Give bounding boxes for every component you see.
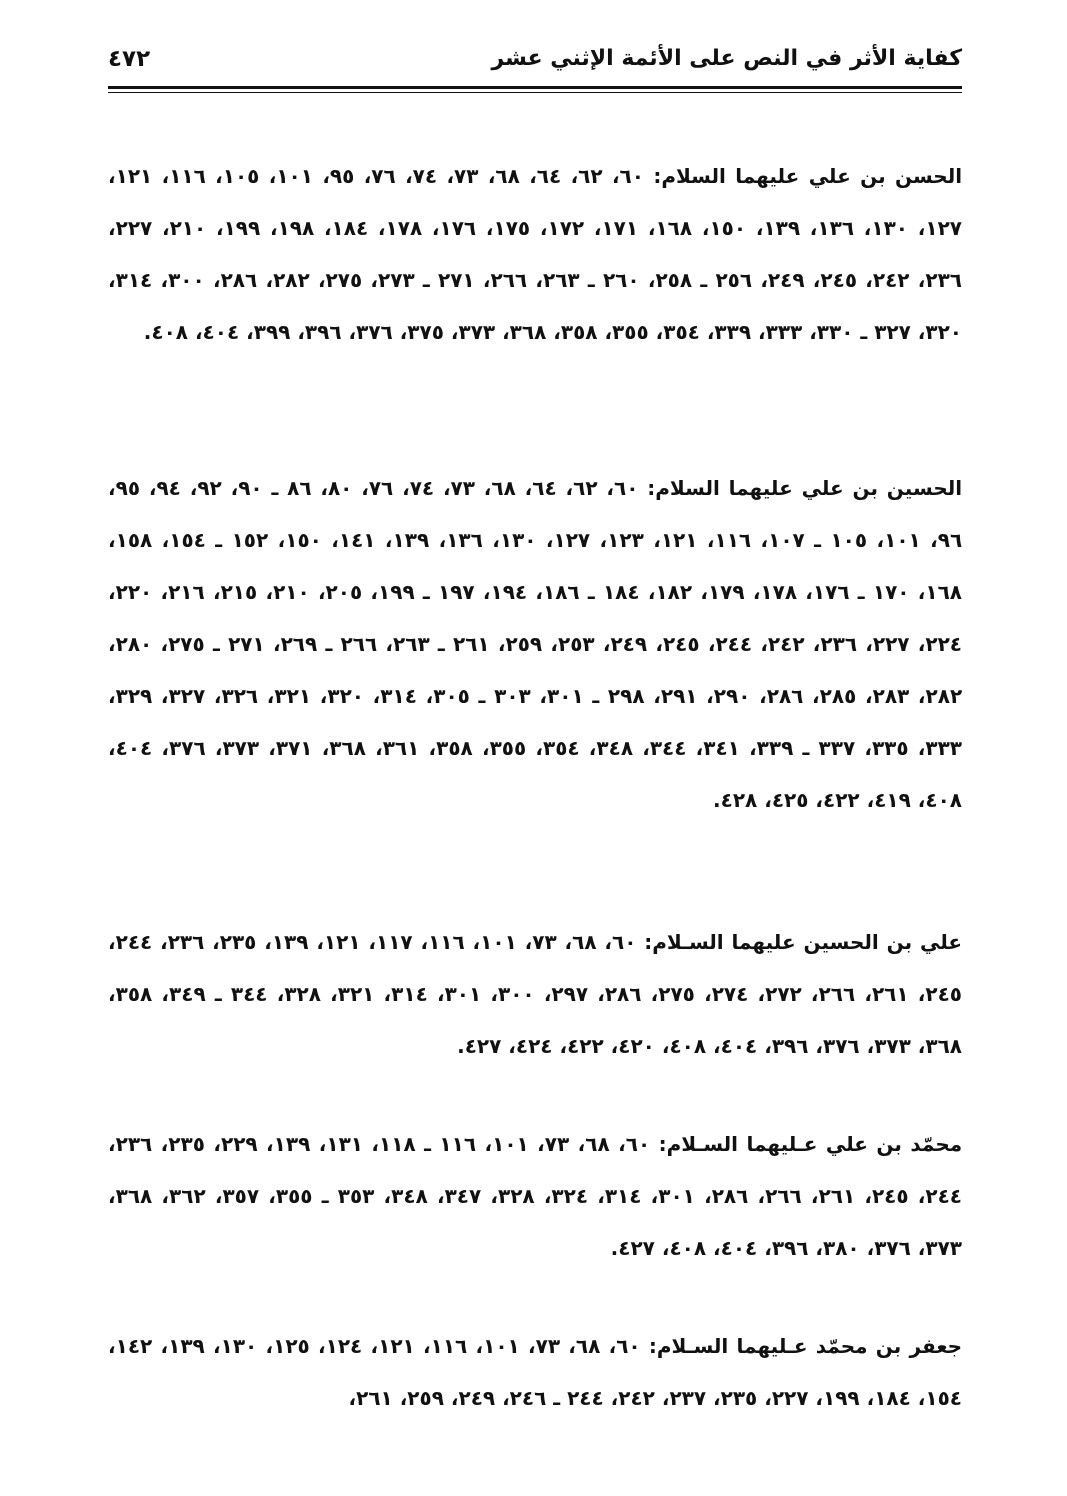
page-number: ٤٧٢ bbox=[108, 46, 151, 72]
entry-pages: ٦٠، ٦٨، ٧٣، ١٠١، ١١٦، ١٢١، ١٢٤، ١٢٥، ١٣٠، ١٣٩، ١٤٢، ١٥٤، ١٨٤، ١٩٩، ٢٢٧، ٢٣٥، ٢٣٧، ٢٤٢، ٢٤٤ ـ ٢٤٦، ٢٤٩، ٢٥٩، ٢٦١، bbox=[108, 1334, 962, 1410]
running-head bbox=[108, 42, 962, 86]
entry-pages: ٦٠، ٦٨، ٧٣، ١٠١، ١١٦ ـ ١١٨، ١٣١، ١٣٩، ٢٢٩، ٢٣٥، ٢٣٦، ٢٤٤، ٢٤٥، ٢٦١، ٢٦٦، ٢٨٦، ٣٠١، ٣١٤، ٣٢٤، ٣٢٨، ٣٤٧، ٣٤٨، ٣٥٣ ـ ٣٥٥، ٣٥٧، ٣٦٢، ٣٦٨، ٣٧٣، ٣٧٦، ٣٨٠، ٣٩٦، ٤٠٤، ٤٠٨، ٤٢٧. bbox=[108, 1132, 962, 1260]
entry-pages: ٦٠، ٦٢، ٦٤، ٦٨، ٧٣، ٧٤، ٧٦، ٩٥، ١٠١، ١٠٥، ١١٦، ١٢١، ١٢٧، ١٣٠، ١٣٦، ١٣٩، ١٥٠، ١٦٨، ١٧١، ١٧٢، ١٧٥، ١٧٦، ١٧٨، ١٨٤، ١٩٨، ١٩٩، ٢١٠، ٢٢٧، ٢٣٦، ٢٤٢، ٢٤٥، ٢٤٩، ٢٥٦ ـ ٢٥٨، ٢٦٠ ـ ٢٦٣، ٢٦٦، ٢٧١ ـ ٢٧٣، ٢٧٥، ٢٨٢، ٢٨٦، ٣٠٠، ٣١٤، ٣٢٠، ٣٢٧ ـ ٣٣٠، ٣٣٣، ٣٣٩، ٣٥٤، ٣٥٥، ٣٥٨، ٣٦٨، ٣٧٣، ٣٧٥، ٣٧٦، ٣٩٦، ٣٩٩، ٤٠٤، ٤٠٨. bbox=[108, 164, 962, 344]
entry-name: محمّد بن علي عـليهما السـلام: bbox=[658, 1132, 963, 1156]
entry-pages: ٦٠، ٦٢، ٦٤، ٦٨، ٧٣، ٧٤، ٧٦، ٨٠، ٨٦ ـ ٩٠، ٩٢، ٩٤، ٩٥، ٩٦، ١٠١، ١٠٥ ـ ١٠٧، ١١٦، ١٢١، ١٢٣، ١٢٧، ١٣٠، ١٣٦، ١٣٩، ١٤١، ١٥٠، ١٥٢ ـ ١٥٤، ١٥٨، ١٦٨، ١٧٠ ـ ١٧٦، ١٧٨، ١٧٩، ١٨٢، ١٨٤ ـ ١٨٦، ١٩٤، ١٩٧ ـ ١٩٩، ٢٠٥، ٢١٠، ٢١٥، ٢١٦، ٢٢٠، ٢٢٤، ٢٢٧، ٢٣٦، ٢٤٢، ٢٤٤، ٢٤٥، ٢٤٩، ٢٥٣، ٢٥٩، ٢٦١ ـ ٢٦٣، ٢٦٦ ـ ٢٦٩، ٢٧١ ـ ٢٧٥، ٢٨٠، ٢٨٢، ٢٨٣، ٢٨٥، ٢٨٦، ٢٩٠، ٢٩١، ٢٩٨ ـ ٣٠١، ٣٠٣ ـ ٣٠٥، ٣١٤، ٣٢٠، ٣٢١، ٣٢٦، ٣٢٧، ٣٢٩، ٣٣٣، ٣٣٥، ٣٣٧ ـ ٣٣٩، ٣٤١، ٣٤٤، ٣٤٨، ٣٥٤، ٣٥٥، ٣٥٨، ٣٦١، ٣٦٨، ٣٧١، ٣٧٣، ٣٧٦، ٤٠٤، ٤٠٨، ٤١٩، ٤٢٢، ٤٢٥، ٤٢٨. bbox=[108, 476, 963, 812]
entry-name: جعفر بن محمّد عـليهما السـلام: bbox=[648, 1334, 963, 1358]
index-entry-husayn bbox=[108, 462, 962, 826]
running-title: كفاية الأثر في النص على الأئمة الإثني عشر bbox=[491, 46, 962, 71]
index-entry-jafar-ibn-muhammad bbox=[108, 1320, 962, 1424]
entry-name: الحسن بن علي عليهما السلام: bbox=[653, 164, 963, 188]
entry-pages: ٦٠، ٦٨، ٧٣، ١٠١، ١١٦، ١١٧، ١٢١، ١٣٩، ٢٣٥، ٢٣٦، ٢٤٤، ٢٤٥، ٢٦١، ٢٦٦، ٢٧٢، ٢٧٤، ٢٧٥، ٢٨٦، ٢٩٧، ٣٠٠، ٣٠١، ٣١٤، ٣٢١، ٣٢٨، ٣٤٤ ـ ٣٤٩، ٣٥٨، ٣٦٨، ٣٧٣، ٣٧٦، ٣٩٦، ٤٠٤، ٤٠٨، ٤٢٠، ٤٢٢، ٤٢٤، ٤٢٧. bbox=[108, 930, 962, 1058]
entry-name: علي بن الحسين عليهما السـلام: bbox=[644, 930, 963, 954]
header-rule-thick bbox=[108, 86, 962, 89]
index-entry-hasan bbox=[108, 150, 962, 358]
header-rule-thin bbox=[108, 92, 962, 93]
index-entry-muhammad-ibn-ali bbox=[108, 1118, 962, 1274]
index-entry-ali-ibn-husayn bbox=[108, 916, 962, 1072]
entry-name: الحسين بن علي عليهما السلام: bbox=[647, 476, 963, 500]
